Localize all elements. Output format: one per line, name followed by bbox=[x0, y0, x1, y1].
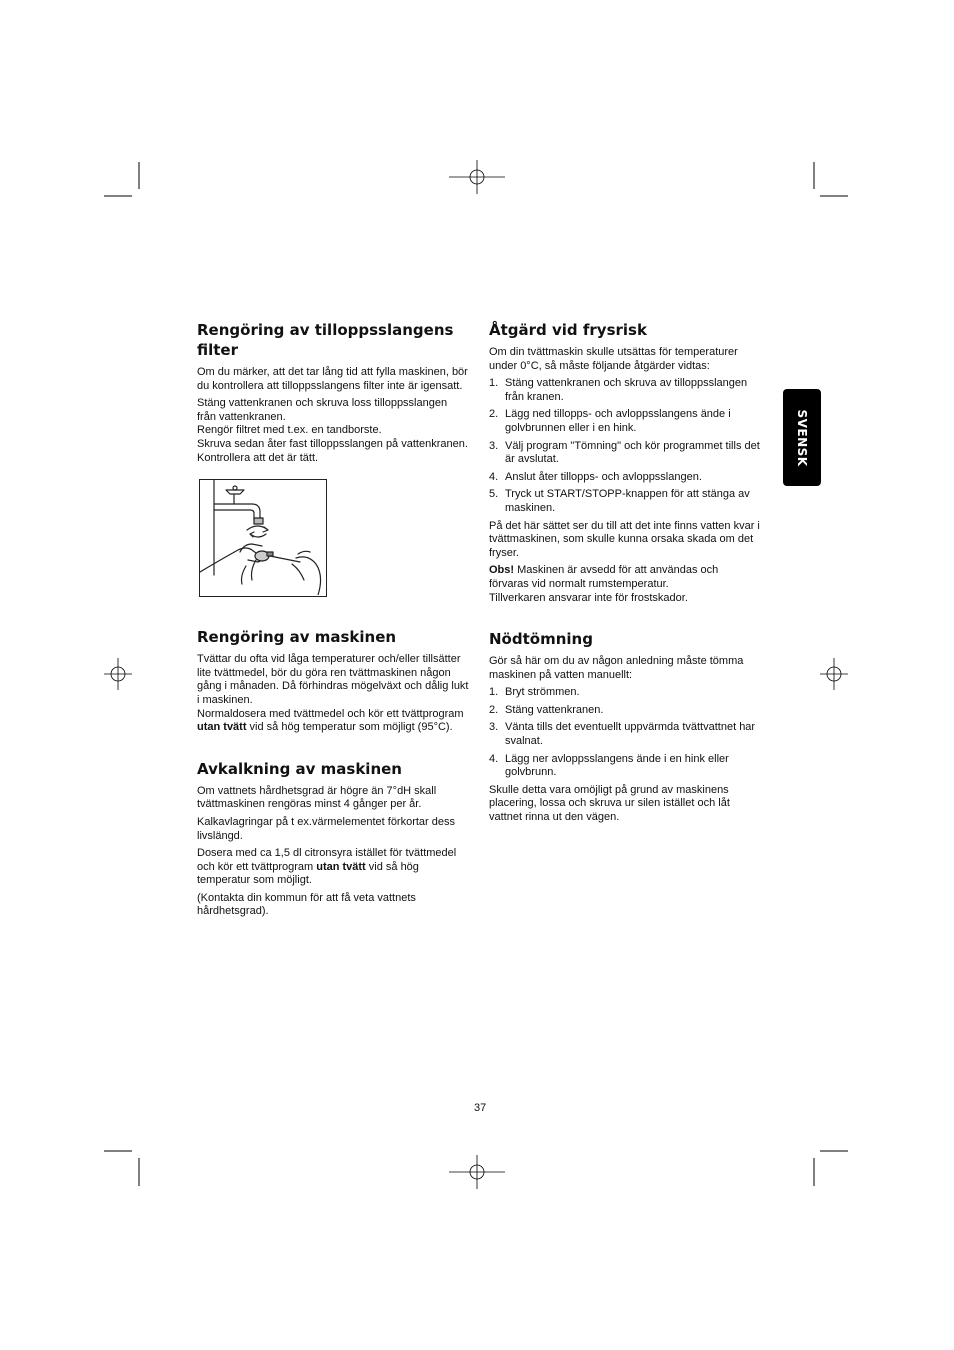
tap-and-filter-drawing bbox=[200, 480, 325, 595]
descaling-text-a: Dosera med ca 1,5 dl citronsyra istället för tvättmedel och kör ett tvättprogram bbox=[197, 847, 457, 873]
right-column bbox=[489, 320, 761, 829]
filter-paragraph-2: Stäng vattenkranen och skruva loss tilloppsslangen från vattenkranen. bbox=[197, 397, 448, 423]
filter-paragraph-4: Skruva sedan åter fast tilloppsslangen på vattenkranen. Kontrollera att det är tätt. bbox=[197, 437, 468, 464]
machine-cleaning-paragraph-1: Tvättar du ofta vid låga temperaturer och/eller tillsätter lite tvättmedel, bör du göra ren tvättmaskinen någon gång i månaden. Då förhindras mögelväxt och dålig lukt i maskinen. bbox=[197, 653, 469, 706]
machine-cleaning-paragraph-2 bbox=[197, 708, 469, 735]
registration-mark-left bbox=[104, 658, 132, 690]
draining-after: Skulle detta vara omöjligt på grund av maskinens placering, lossa och skruva ur silen istället och låt vattnet rinna ut den vägen. bbox=[489, 783, 730, 824]
descaling-paragraph-4: (Kontakta din kommun för att få veta vattnets hårdhetsgrad). bbox=[197, 891, 416, 918]
heading-frost-risk: Åtgärd vid frysrisk bbox=[489, 321, 647, 339]
language-tab-label: SVENSK bbox=[795, 408, 809, 467]
machine-cleaning-bold: utan tvätt bbox=[197, 721, 247, 734]
left-column bbox=[197, 320, 469, 923]
list-item: 1. Bryt strömmen. bbox=[489, 686, 580, 699]
list-item: 3. Vänta tills det eventuellt uppvärmda tvättvattnet har svalnat. bbox=[489, 721, 756, 748]
heading-machine-cleaning: Rengöring av maskinen bbox=[197, 628, 397, 647]
frost-note bbox=[489, 564, 761, 591]
heading-descaling: Avkalkning av maskinen bbox=[197, 759, 402, 778]
page-number: 37 bbox=[474, 1102, 487, 1114]
draining-intro: Gör så här om du av någon anledning måste tömma maskinen på vatten manuellt: bbox=[489, 655, 744, 681]
descaling-bold: utan tvätt bbox=[316, 860, 366, 873]
list-item: 5. Tryck ut START/STOPP-knappen för att stänga av maskinen. bbox=[489, 488, 750, 514]
filter-paragraph-1: Om du märker, att det tar lång tid att fylla maskinen, bör du kontrollera att tilloppsslangens filter inte är igensatt. bbox=[197, 366, 468, 392]
frost-intro: Om din tvättmaskin skulle utsättas för temperaturer under 0°C, så måste följande åtgärder vidtas: bbox=[489, 346, 738, 372]
note-label: Obs! bbox=[489, 564, 515, 577]
language-tab bbox=[783, 389, 821, 486]
heading-emergency-draining: Nödtömning bbox=[489, 630, 593, 649]
filter-cleaning-illustration bbox=[199, 479, 327, 597]
draining-steps-list bbox=[489, 686, 761, 780]
descaling-paragraph-2: Kalkavlagringar på t ex.värmelementet förkortar dess livslängd. bbox=[197, 815, 456, 842]
list-item: 4. Anslut åter tillopps- och avloppsslangen. bbox=[489, 470, 702, 483]
machine-cleaning-text-a: Normaldosera med tvättmedel och kör ett tvättprogram bbox=[197, 707, 464, 720]
registration-mark-right bbox=[820, 658, 848, 690]
list-item: 2. Lägg ned tillopps- och avloppsslangens ände i golvbrunnen eller i en hink. bbox=[489, 408, 731, 434]
filter-paragraph-3: Rengör filtret med t.ex. en tandborste. bbox=[197, 424, 382, 437]
machine-cleaning-text-c: vid så hög temperatur som möjligt (95°C). bbox=[246, 721, 453, 734]
registration-mark-top bbox=[449, 160, 505, 194]
heading-filter-cleaning: Rengöring av tilloppsslangens filter bbox=[197, 321, 454, 359]
registration-mark-bottom bbox=[449, 1155, 505, 1189]
list-item: 3. Välj program "Tömning" och kör programmet tills det är avslutat. bbox=[489, 439, 760, 466]
list-item: 2. Stäng vattenkranen. bbox=[489, 703, 604, 716]
note-text: Maskinen är avsedd för att användas och förvaras vid normalt rumstemperatur. bbox=[489, 564, 719, 590]
descaling-text-c: vid så hög temperatur som möjligt. bbox=[197, 860, 419, 887]
list-item: 1. Stäng vattenkranen och skruva av tilloppsslangen från kranen. bbox=[489, 377, 748, 403]
frost-after: På det här sättet ser du till att det inte finns vatten kvar i tvättmaskinen, som skulle kunna orsaka skada om det fryser. bbox=[489, 519, 760, 559]
frost-note-line-2: Tillverkaren ansvarar inte för frostskador. bbox=[489, 591, 688, 604]
frost-steps-list bbox=[489, 377, 761, 515]
list-item: 4. Lägg ner avloppsslangens ände i en hink eller golvbrunn. bbox=[489, 752, 729, 779]
descaling-paragraph-3 bbox=[197, 847, 469, 888]
descaling-paragraph-1: Om vattnets hårdhetsgrad är högre än 7°dH skall tvättmaskinen rengöras minst 4 gånger per år. bbox=[197, 784, 437, 811]
